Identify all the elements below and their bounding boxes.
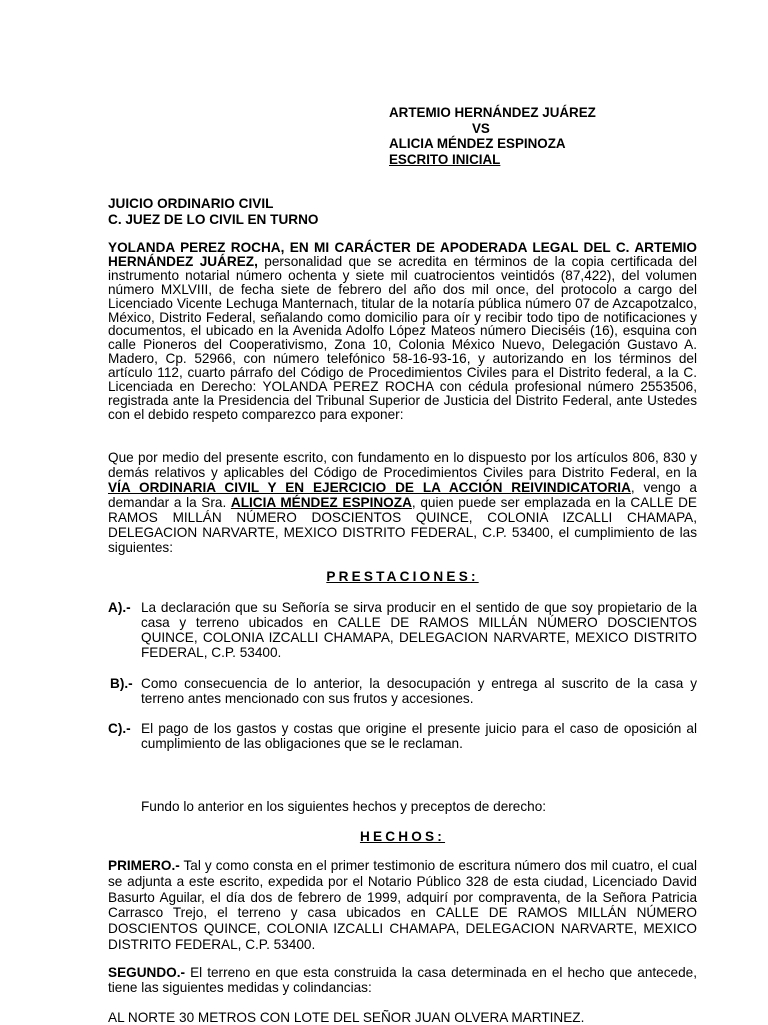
intro-paragraph [108, 241, 697, 422]
document-type: ESCRITO INICIAL [389, 151, 501, 167]
trial-type: JUICIO ORDINARIO CIVIL [108, 196, 274, 211]
judge-address: C. JUEZ DE LO CIVIL EN TURNO [108, 212, 319, 227]
intro-text: personalidad que se acredita en términos de la copia certificada del instrumento notarial número ochenta y siete mil cuatrocientos veintidós (87,422), del volumen número MXLVIII, de fecha siete de febrero del año dos mil once, del protocolo a cargo del Licenciado Vicente Lechuga Manternach, titular de la notaría pública número 07 de Azcapotzalco, México, Distrito Federal, señalando como domicilio para oír y recibir todo tipo de notificaciones y documentos, el ubicado en la Avenida Adolfo López Mateos número Dieciséis (16), esquina con calle Pioneros del Cooperativismo, Zona 10, Colonia México Nuevo, Delegación Gustavo A. Madero, Cp. 52966, con número telefónico 58-16-93-16, y autorizando en los términos del artículo 112, cuarto párrafo del Código de Procedimientos Civiles para el Distrito federal, a la C. Licenciada en Derecho: YOLANDA PEREZ ROCHA con cédula profesional número 2553506, registrada ante la Presidencia del Tribunal Superior de Justicia del Distrito Federal, ante Ustedes con el debido respeto comparezco para exponer: [108, 253, 697, 422]
hecho-primero [108, 858, 697, 953]
fundamento-line: Fundo lo anterior en los siguientes hechos y preceptos de derecho: [141, 799, 547, 814]
prestacion-text: El pago de los gastos y costas que origine el presente juicio para el caso de oposición al cumplimiento de las obligaciones que se le reclaman. [141, 721, 697, 751]
prestacion-c [108, 721, 697, 751]
prestacion-a [108, 600, 697, 660]
claim-text-2: , vengo a demandar a la Sra. [108, 480, 697, 510]
hechos-title: HECHOS: [359, 829, 446, 844]
plaintiff-name: ARTEMIO HERNÁNDEZ JUÁREZ [389, 105, 596, 120]
hecho-segundo [108, 965, 697, 995]
claim-text-3: , quien puede ser emplazada en la CALLE DE RAMOS MILLÁN NÚMERO DOSCIENTOS QUINCE, COLONIA IZCALLI CHAMAPA, DELEGACION NARVARTE, MEXICO DISTRITO FEDERAL, C.P. 53400, el cumplimiento de las siguientes: [108, 495, 697, 555]
defendant-name: ALICIA MÉNDEZ ESPINOZA [389, 136, 566, 152]
prestacion-text: La declaración que su Señoría se sirva producir en el sentido de que soy propietario de la casa y terreno ubicados en CALLE DE RAMOS MILLÁN NÚMERO DOSCIENTOS QUINCE, COLONIA IZCALLI CHAMAPA, DELEGACION NARVARTE, MEXICO DISTRITO FEDERAL, C.P. 53400. [141, 600, 697, 660]
claim-paragraph [108, 450, 697, 555]
prestacion-label: C).- [108, 721, 131, 736]
prestacion-b [108, 676, 697, 706]
hecho-text: Tal y como consta en el primer testimonio de escritura número dos mil cuatro, el cual se adjunta a este escrito, expedida por el Notario Público 328 de esta ciudad, Licenciado David Basurto Aguilar, el día dos de febrero de 1999, adquirí por compraventa, de la Señora Patricia Carrasco Trejo, el terreno y casa ubicados en CALLE DE RAMOS MILLÁN NÚMERO DOSCIENTOS QUINCE, COLONIA IZCALLI CHAMAPA, DELEGACION NARVARTE, MEXICO DISTRITO FEDERAL, C.P. 53400. [108, 858, 697, 952]
defendant-reference: ALICIA MÉNDEZ ESPINOZA [230, 495, 412, 510]
action-type: VÍA ORDINARIA CIVIL Y EN EJERCICIO DE LA ACCIÓN REIVINDICATORIA [108, 480, 631, 495]
prestacion-text: Como consecuencia de lo anterior, la desocupación y entrega al suscrito de la casa y terreno antes mencionado con sus frutos y accesiones. [141, 676, 697, 706]
norte-boundary: AL NORTE 30 METROS CON LOTE DEL SEÑOR JUAN OLVERA MARTINEZ. [108, 1010, 585, 1025]
prestacion-label: A).- [108, 600, 131, 615]
prestaciones-title: PRESTACIONES: [326, 569, 479, 584]
case-header [389, 105, 596, 167]
versus-label: VS [472, 120, 490, 136]
court-heading [108, 196, 697, 228]
intro-bold-text: YOLANDA PEREZ ROCHA, EN MI CARÁCTER DE APODERADA LEGAL DEL C. ARTEMIO HERNÁNDEZ JUÁREZ, [108, 240, 697, 269]
hecho-text: El terreno en que esta construida la casa determinada en el hecho que antecede, tiene las siguientes medidas y colindancias: [108, 965, 697, 995]
hecho-label: PRIMERO.- [108, 858, 180, 873]
prestacion-label: B).- [110, 676, 133, 691]
claim-text-1: Que por medio del presente escrito, con fundamento en lo dispuesto por los artículos 806, 830 y demás relativos y aplicables del Código de Procedimientos Civiles para Distrito Federal, en la [108, 450, 697, 480]
hecho-label: SEGUNDO.- [108, 965, 186, 980]
